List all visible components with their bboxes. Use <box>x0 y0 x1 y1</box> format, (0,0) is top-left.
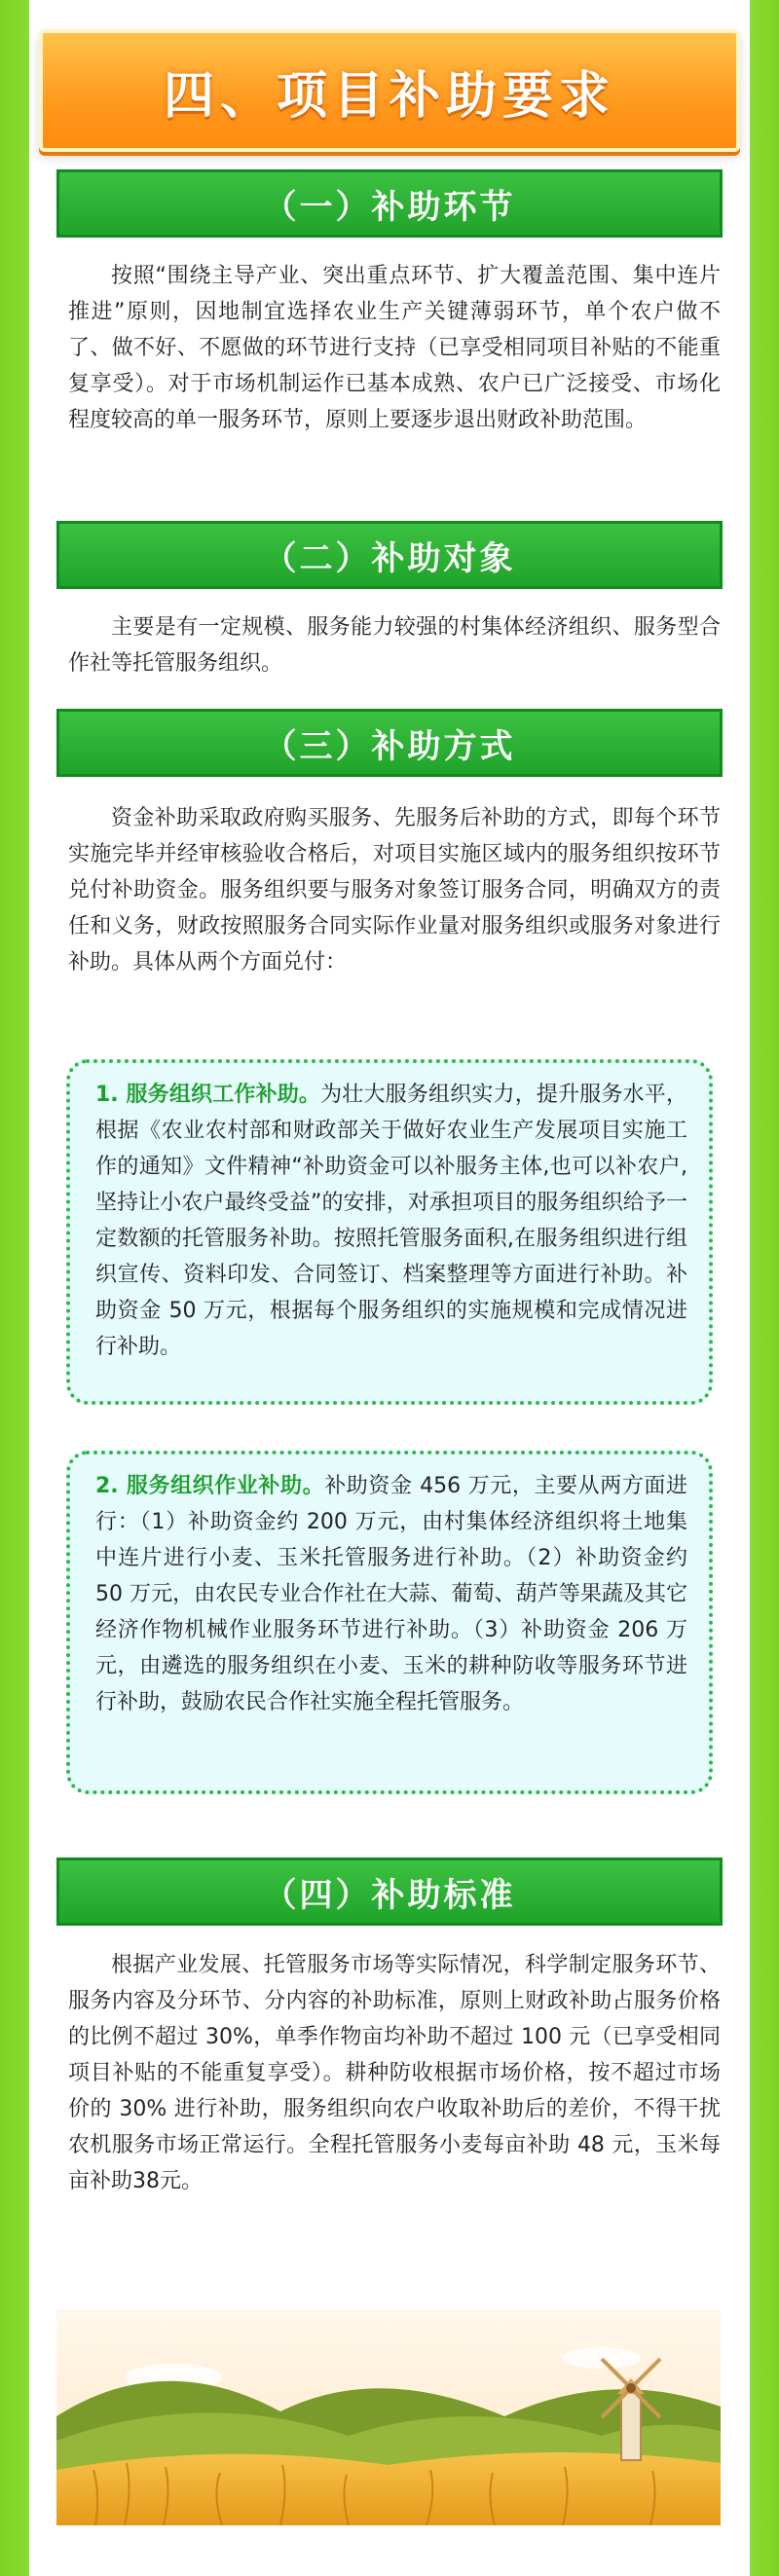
work-subsidy-text <box>95 1077 687 1365</box>
section-4-paragraph: 根据产业发展、托管服务市场等实际情况，科学制定服务环节、服务内容及分环节、分内容的补助标准，原则上财政补助占服务价格的比例不超过 30%，单季作物亩均补助不超过 100 元（已享受相同项目补贴的不能重复享受）。耕种防收根据市场价格，按不超过市场价的 30% 进行补助，服务组织向农户收取补助后的差价，不得干扰农机服务市场正常运行。全程托管服务小麦每亩补助 48 元，玉米每亩补助38元。 <box>68 1953 721 2193</box>
work-subsidy-lead: 1. 服务组织工作补助。 <box>95 1083 321 1107</box>
work-subsidy-body: 为壮大服务组织实力，提升服务水平，根据《农业农村部和财政部关于做好农业生产发展项目实施工作的通知》文件精神“补助资金可以补服务主体,也可以补农户,坚持让小农户最终受益”的安排，对承担项目的服务组织给予一定数额的托管服务补助。按照托管服务面积,在服务组织进行组织宣传、资料印发、合同签订、档案整理等方面进行补助。补助资金 50 万元，根据每个服务组织的实施规模和完成情况进行补助。 <box>95 1083 687 1359</box>
section-heading-4-text: （四）补助标准 <box>263 1875 516 1915</box>
page-title: 四、项目补助要求 <box>163 66 615 126</box>
section-3-paragraph: 资金补助采取政府购买服务、先服务后补助的方式，即每个环节实施完毕并经审核验收合格后，对项目实施区域内的服务组织按环节兑付补助资金。服务组织要与服务对象签订服务合同，明确双方的责任和义务，财政按照服务合同实际作业量对服务组织或服务对象进行补助。具体从两个方面兑付： <box>68 806 721 975</box>
section-heading-2-text: （二）补助对象 <box>263 538 516 578</box>
farm-landscape-icon <box>56 2309 721 2525</box>
operation-subsidy-body: 补助资金 456 万元，主要从两方面进行：（1）补助资金约 200 万元，由村集体经济组织将土地集中连片进行小麦、玉米托管服务进行补助。（2）补助资金约 50 万元，由农民专业合作社在大蒜、葡萄、葫芦等果蔬及其它经济作物机械作业服务环节进行补助。（3）补助资金 206 万元，由遴选的服务组织在小麦、玉米的耕种防收等服务环节进行补助，鼓励农民合作社实施全程托管服务。 <box>95 1474 687 1714</box>
section-heading-1 <box>56 169 723 238</box>
section-heading-3-text: （三）补助方式 <box>263 726 516 766</box>
farm-landscape-illustration <box>56 2309 721 2525</box>
section-heading-1-text: （一）补助环节 <box>263 187 516 227</box>
operation-subsidy-text <box>95 1468 687 1720</box>
work-subsidy-box <box>66 1059 713 1405</box>
section-heading-2 <box>56 521 723 589</box>
section-1-paragraph: 按照“围绕主导产业、突出重点环节、扩大覆盖范围、集中连片推进”原则，因地制宜选择农业生产关键薄弱环节，单个农户做不了、做不好、不愿做的环节进行支持（已享受相同项目补贴的不能重复享受）。对于市场机制运作已基本成熟、农户已广泛接受、市场化程度较高的单一服务环节，原则上要逐步退出财政补助范围。 <box>68 264 721 432</box>
section-heading-3 <box>56 709 723 777</box>
section-2-paragraph: 主要是有一定规模、服务能力较强的村集体经济组织、服务型合作社等托管服务组织。 <box>68 615 721 676</box>
operation-subsidy-box <box>66 1451 713 1794</box>
operation-subsidy-lead: 2. 服务组织作业补助。 <box>95 1474 325 1498</box>
section-heading-4 <box>56 1858 723 1926</box>
title-banner <box>39 29 740 152</box>
